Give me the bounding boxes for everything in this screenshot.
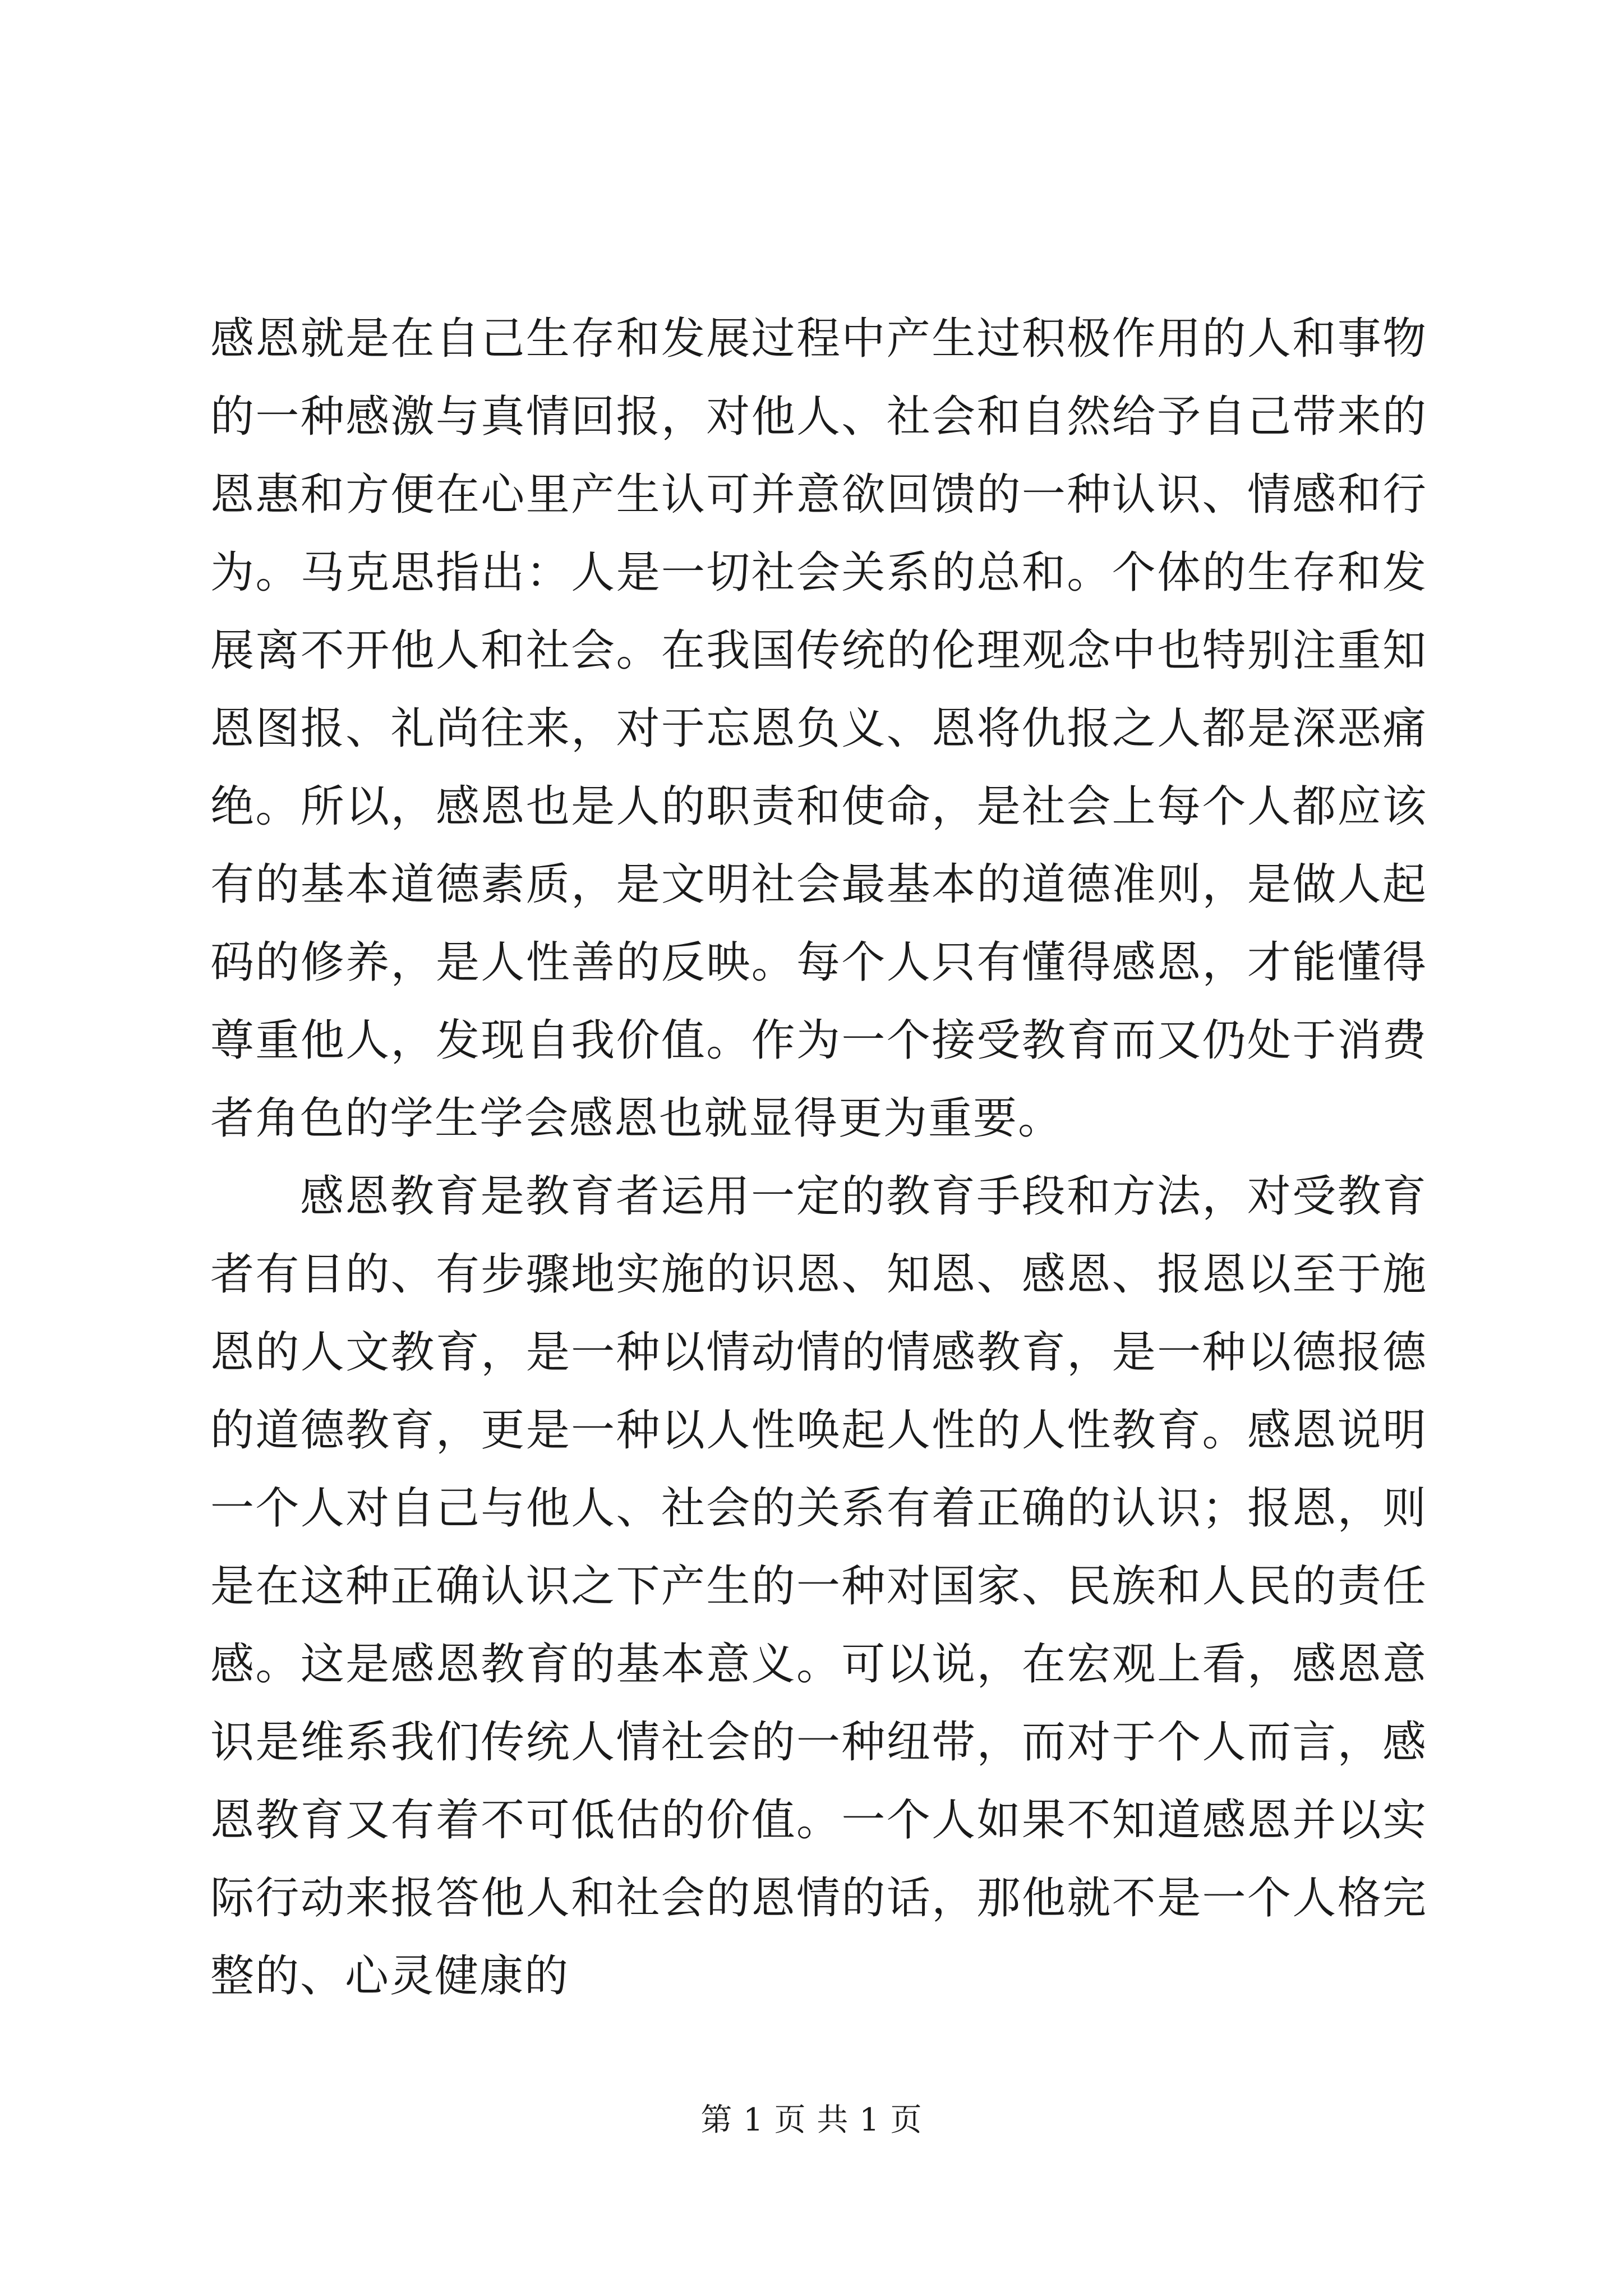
document-body [210,300,1427,2016]
page-footer: 第 1 页 共 1 页 [700,2102,923,2138]
paragraph-1: 感恩就是在自己生存和发展过程中产生过积极作用的人和事物的一种感激与真情回报，对他人、社会和自然给予自己带来的恩惠和方便在心里产生认可并意欲回馈的一种认识、情感和行为。马克思指出：人是一切社会关系的总和。个体的生存和发展离不开他人和社会。在我国传统的伦理观念中也特别注重知恩图报、礼尚往来，对于忘恩负义、恩将仇报之人都是深恶痛绝。所以，感恩也是人的职责和使命，是社会上每个人都应该有的基本道德素质，是文明社会最基本的道德准则，是做人起码的修养，是人性善的反映。每个人只有懂得感恩，才能懂得尊重他人，发现自我价值。作为一个接受教育而又仍处于消费者角色的学生学会感恩也就显得更为重要。 [210,314,1427,1144]
paragraph-2: 感恩教育是教育者运用一定的教育手段和方法，对受教育者有目的、有步骤地实施的识恩、知恩、感恩、报恩以至于施恩的人文教育，是一种以情动情的情感教育，是一种以德报德的道德教育，更是一种以人性唤起人性的人性教育。感恩说明一个人对自己与他人、社会的关系有着正确的认识；报恩，则是在这种正确认识之下产生的一种对国家、民族和人民的责任感。这是感恩教育的基本意义。可以说，在宏观上看，感恩意识是维系我们传统人情社会的一种纽带，而对于个人而言，感恩教育又有着不可低估的价值。一个人如果不知道感恩并以实际行动来报答他人和社会的恩情的话，那他就不是一个人格完整的、心灵健康的 [210,1171,1427,2001]
